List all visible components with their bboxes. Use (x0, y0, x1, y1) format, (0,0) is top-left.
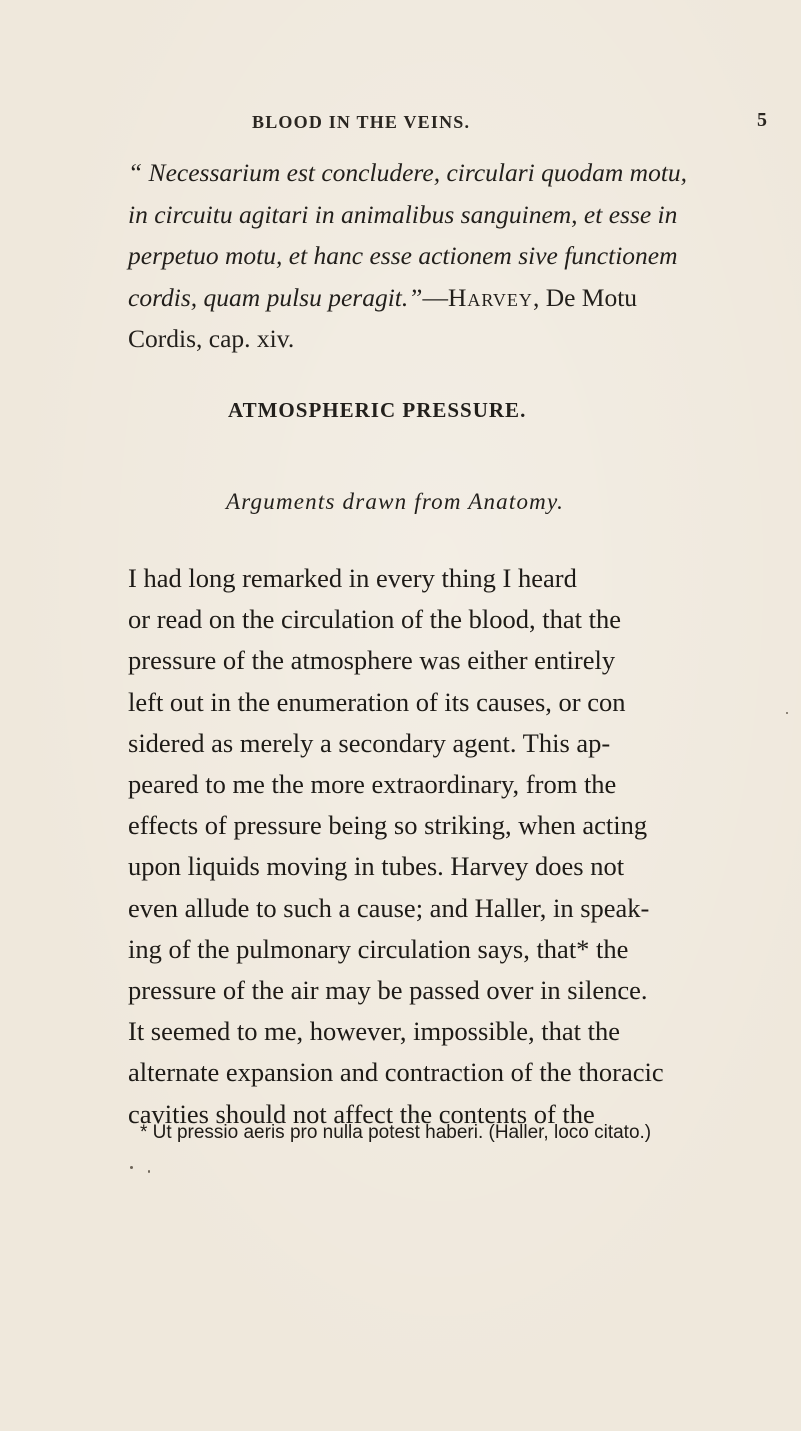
body-line-1: I had long remarked in every thing I heard (128, 563, 577, 593)
body-line-2: or read on the circulation of the blood, that the (128, 604, 622, 635)
body-line-3: pressure of the atmosphere was either entirely (128, 645, 616, 676)
body-line-13: alternate expansion and contraction of the thoracic (128, 1057, 664, 1088)
quote-line-2: in circuitu agitari in animalibus sanguinem, et esse in (128, 199, 678, 229)
quote-attribution-rest: , De Motu (532, 282, 638, 312)
body-line-8: upon liquids moving in tubes. Harvey does not (128, 851, 625, 882)
body-line-7: effects of pressure being so striking, when acting (128, 810, 648, 841)
body-line-10: ing of the pulmonary circulation says, that* the (128, 933, 629, 964)
body-paragraph (128, 558, 740, 1135)
paper-speck (786, 712, 788, 714)
epigraph-quote (128, 152, 728, 360)
footnote: * Ut pressio aeris pro nulla potest haberi. (Haller, loco citato.) (140, 1122, 652, 1143)
running-head: BLOOD IN THE VEINS. (252, 112, 471, 132)
body-line-9: even allude to such a cause; and Haller, in speak- (128, 892, 650, 923)
body-line-14: cavities should not affect the contents of the (128, 1098, 595, 1129)
quote-line-1: “ Necessarium est concludere, circulari quodam motu, (128, 158, 688, 187)
paper-speck (148, 1170, 150, 1173)
section-subtitle: Arguments drawn from Anatomy. (226, 489, 565, 514)
body-line-11: pressure of the air may be passed over in silence. (128, 975, 648, 1006)
body-line-4: left out in the enumeration of its causes, or con (128, 686, 626, 717)
body-line-12: It seemed to me, however, impossible, that the (128, 1016, 621, 1047)
body-line-6: peared to me the more extraordinary, from the (128, 769, 617, 800)
quote-author: Harvey (447, 282, 533, 312)
page-number: 5 (757, 109, 767, 131)
paper-speck (130, 1166, 133, 1169)
section-title: ATMOSPHERIC PRESSURE. (228, 398, 527, 422)
quote-line-4-text: cordis, quam pulsu peragit.” (128, 282, 423, 312)
quote-line-4: cordis, quam pulsu peragit.”—Harvey, De Motu (128, 282, 638, 312)
quote-line-3: perpetuo motu, et hanc esse actionem sive functionem (128, 241, 678, 271)
quote-source: Cordis, cap. xiv. (128, 324, 295, 354)
body-line-5: sidered as merely a secondary agent. This ap- (128, 727, 611, 758)
